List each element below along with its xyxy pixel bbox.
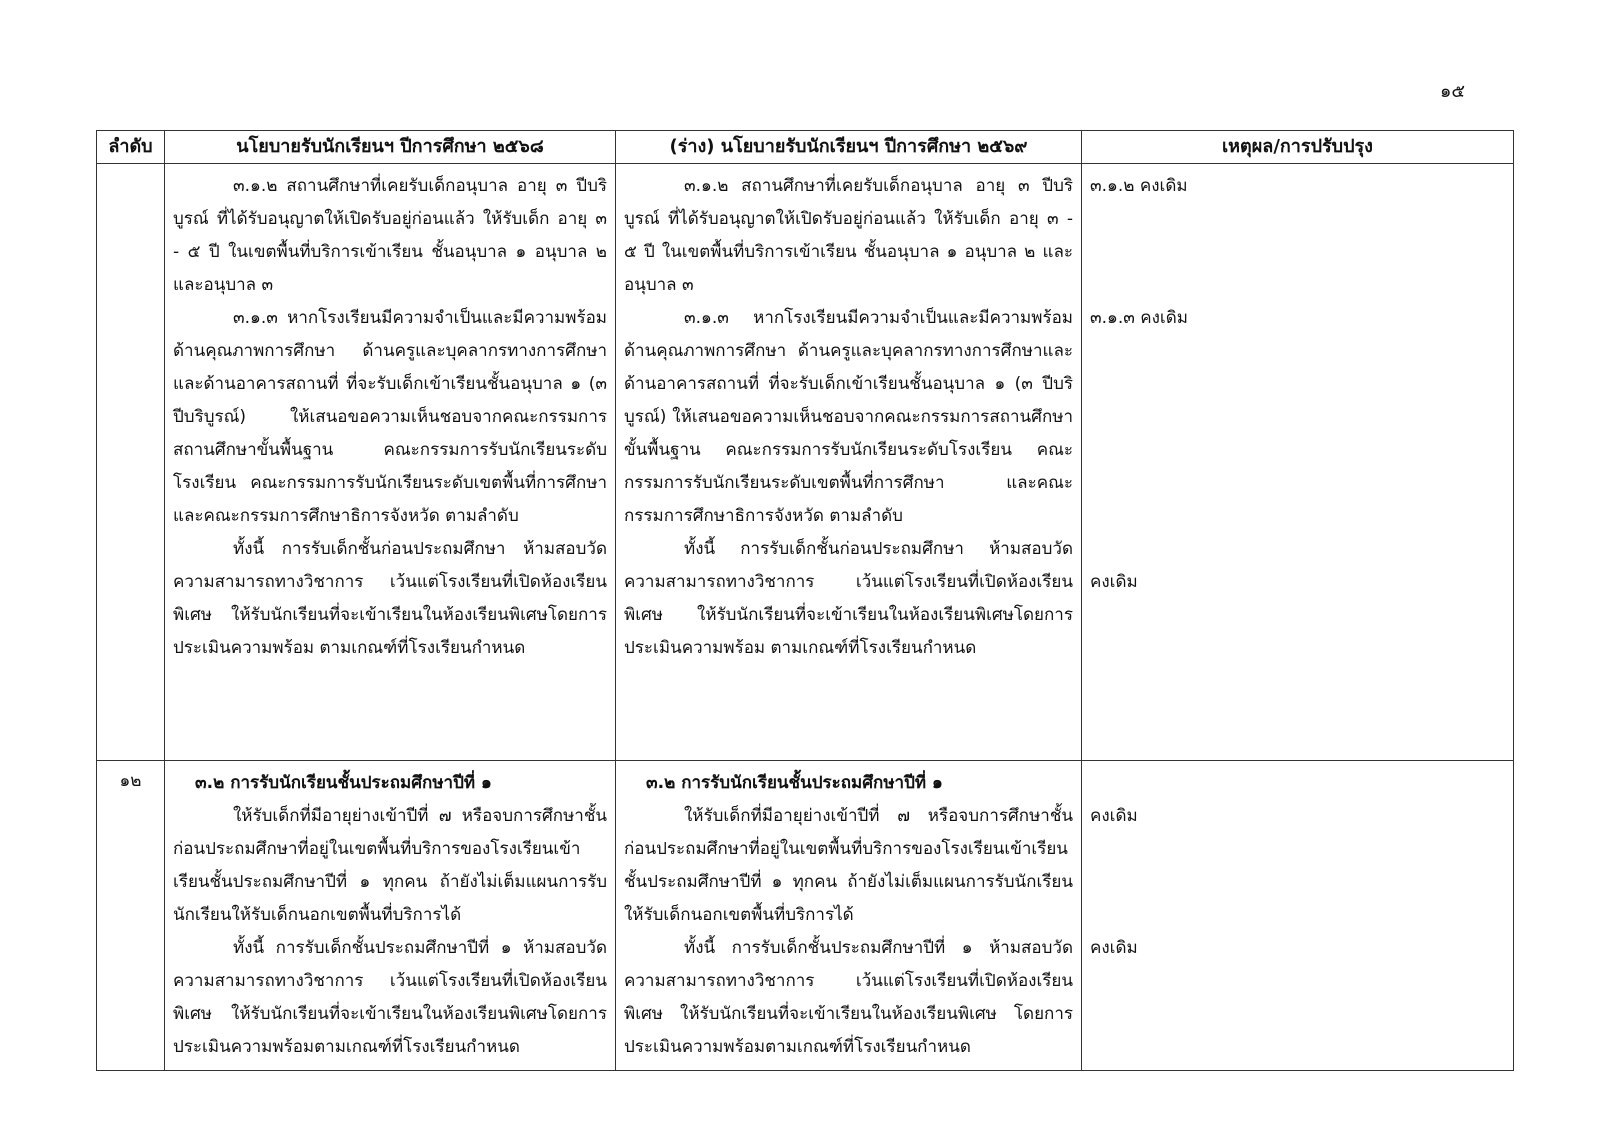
section-heading: ๓.๒ การรับนักเรียนชั้นประถมศึกษาปีที่ ๑ (195, 773, 492, 793)
reason-cell (1082, 164, 1514, 761)
reason-3-2-admission: คงเดิม (1090, 806, 1138, 826)
row-order: ๑๒ (97, 761, 165, 1071)
clause-3-1-2: ๓.๑.๒ สถานศึกษาที่เคยรับเด็กอนุบาล อายุ ๓ ปีบริบูรณ์ ที่ได้รับอนุญาตให้เปิดรับอยู่ก่อนแล้ว ให้รับเด็ก อายุ ๓ - ๕ ปี ในเขตพื้นที่บริการเข้าเรียน ชั้นอนุบาล ๑ อนุบาล ๒ และอนุบาล ๓ (173, 176, 607, 295)
clause-note: ทั้งนี้ การรับเด็กชั้นก่อนประถมศึกษา ห้ามสอบวัดความสามารถทางวิชาการ เว้นแต่โรงเรียนที่เปิดห้องเรียนพิเศษ ให้รับนักเรียนที่จะเข้าเรียนในห้องเรียนพิเศษโดยการประเมินความพร้อม ตามเกณฑ์ที่โรงเรียนกำหนด (173, 539, 607, 658)
table-row (97, 164, 1514, 761)
reason-3-1-3: ๓.๑.๓ คงเดิม (1090, 308, 1188, 328)
table-header-row (97, 131, 1514, 164)
clause-3-1-3: ๓.๑.๓ หากโรงเรียนมีความจำเป็นและมีความพร้อมด้านคุณภาพการศึกษา ด้านครูและบุคลากรทางการศึกษาและด้านอาคารสถานที่ ที่จะรับเด็กเข้าเรียนชั้นอนุบาล ๑ (๓ ปีบริบูรณ์) ให้เสนอขอความเห็นชอบจากคณะกรรมการสถานศึกษาขั้นพื้นฐาน คณะกรรมการรับนักเรียนระดับโรงเรียน คณะกรรมการรับนักเรียนระดับเขตพื้นที่การศึกษา และคณะกรรมการศึกษาธิการจังหวัด ตามลำดับ (173, 308, 607, 526)
policy-2569-cell (616, 164, 1082, 761)
clause-3-1-3: ๓.๑.๓ หากโรงเรียนมีความจำเป็นและมีความพร้อมด้านคุณภาพการศึกษา ด้านครูและบุคลากรทางการศึกษาและด้านอาคารสถานที่ ที่จะรับเด็กเข้าเรียนชั้นอนุบาล ๑ (๓ ปีบริบูรณ์) ให้เสนอขอความเห็นชอบจากคณะกรรมการสถานศึกษาขั้นพื้นฐาน คณะกรรมการรับนักเรียนระดับโรงเรียน คณะกรรมการรับนักเรียนระดับเขตพื้นที่การศึกษา และคณะกรรมการศึกษาธิการจังหวัด ตามลำดับ (624, 308, 1073, 526)
clause-3-2-admission: ให้รับเด็กที่มีอายุย่างเข้าปีที่ ๗ หรือจบการศึกษาชั้นก่อนประถมศึกษาที่อยู่ในเขตพื้นที่บริการของโรงเรียนเข้าเรียนชั้นประถมศึกษาปีที่ ๑ ทุกคน ถ้ายังไม่เต็มแผนการรับนักเรียนให้รับเด็กนอกเขตพื้นที่บริการได้ (173, 806, 607, 925)
clause-3-1-2: ๓.๑.๒ สถานศึกษาที่เคยรับเด็กอนุบาล อายุ ๓ ปีบริบูรณ์ ที่ได้รับอนุญาตให้เปิดรับอยู่ก่อนแล้ว ให้รับเด็ก อายุ ๓ - ๕ ปี ในเขตพื้นที่บริการเข้าเรียน ชั้นอนุบาล ๑ อนุบาล ๒ และอนุบาล ๓ (624, 176, 1073, 295)
header-order: ลำดับ (97, 131, 165, 164)
reason-3-2-note: คงเดิม (1090, 938, 1138, 958)
clause-3-2-note: ทั้งนี้ การรับเด็กชั้นประถมศึกษาปีที่ ๑ ห้ามสอบวัดความสามารถทางวิชาการ เว้นแต่โรงเรียนที่เปิดห้องเรียนพิเศษ ให้รับนักเรียนที่จะเข้าเรียนในห้องเรียนพิเศษ โดยการประเมินความพร้อมตามเกณฑ์ที่โรงเรียนกำหนด (624, 938, 1073, 1057)
clause-note: ทั้งนี้ การรับเด็กชั้นก่อนประถมศึกษา ห้ามสอบวัดความสามารถทางวิชาการ เว้นแต่โรงเรียนที่เปิดห้องเรียนพิเศษ ให้รับนักเรียนที่จะเข้าเรียนในห้องเรียนพิเศษโดยการประเมินความพร้อม ตามเกณฑ์ที่โรงเรียนกำหนด (624, 539, 1073, 658)
policy-comparison-table (96, 130, 1514, 1071)
header-reason: เหตุผล/การปรับปรุง (1082, 131, 1514, 164)
header-policy-2568: นโยบายรับนักเรียนฯ ปีการศึกษา ๒๕๖๘ (165, 131, 616, 164)
row-order (97, 164, 165, 761)
page-number: ๑๕ (1440, 81, 1466, 102)
clause-3-2-note: ทั้งนี้ การรับเด็กชั้นประถมศึกษาปีที่ ๑ ห้ามสอบวัดความสามารถทางวิชาการ เว้นแต่โรงเรียนที่เปิดห้องเรียนพิเศษ ให้รับนักเรียนที่จะเข้าเรียนในห้องเรียนพิเศษโดยการประเมินความพร้อมตามเกณฑ์ที่โรงเรียนกำหนด (173, 938, 607, 1057)
section-heading: ๓.๒ การรับนักเรียนชั้นประถมศึกษาปีที่ ๑ (646, 773, 943, 793)
header-policy-2569: (ร่าง) นโยบายรับนักเรียนฯ ปีการศึกษา ๒๕๖๙ (616, 131, 1082, 164)
policy-2568-cell (165, 164, 616, 761)
clause-3-2-admission: ให้รับเด็กที่มีอายุย่างเข้าปีที่ ๗ หรือจบการศึกษาชั้นก่อนประถมศึกษาที่อยู่ในเขตพื้นที่บริการของโรงเรียนเข้าเรียนชั้นประถมศึกษาปีที่ ๑ ทุกคน ถ้ายังไม่เต็มแผนการรับนักเรียนให้รับเด็กนอกเขตพื้นที่บริการได้ (624, 806, 1073, 925)
table-row (97, 761, 1514, 1071)
policy-2569-cell (616, 761, 1082, 1071)
reason-cell (1082, 761, 1514, 1071)
reason-3-1-2: ๓.๑.๒ คงเดิม (1090, 176, 1188, 196)
policy-2568-cell (165, 761, 616, 1071)
reason-note: คงเดิม (1090, 572, 1138, 592)
